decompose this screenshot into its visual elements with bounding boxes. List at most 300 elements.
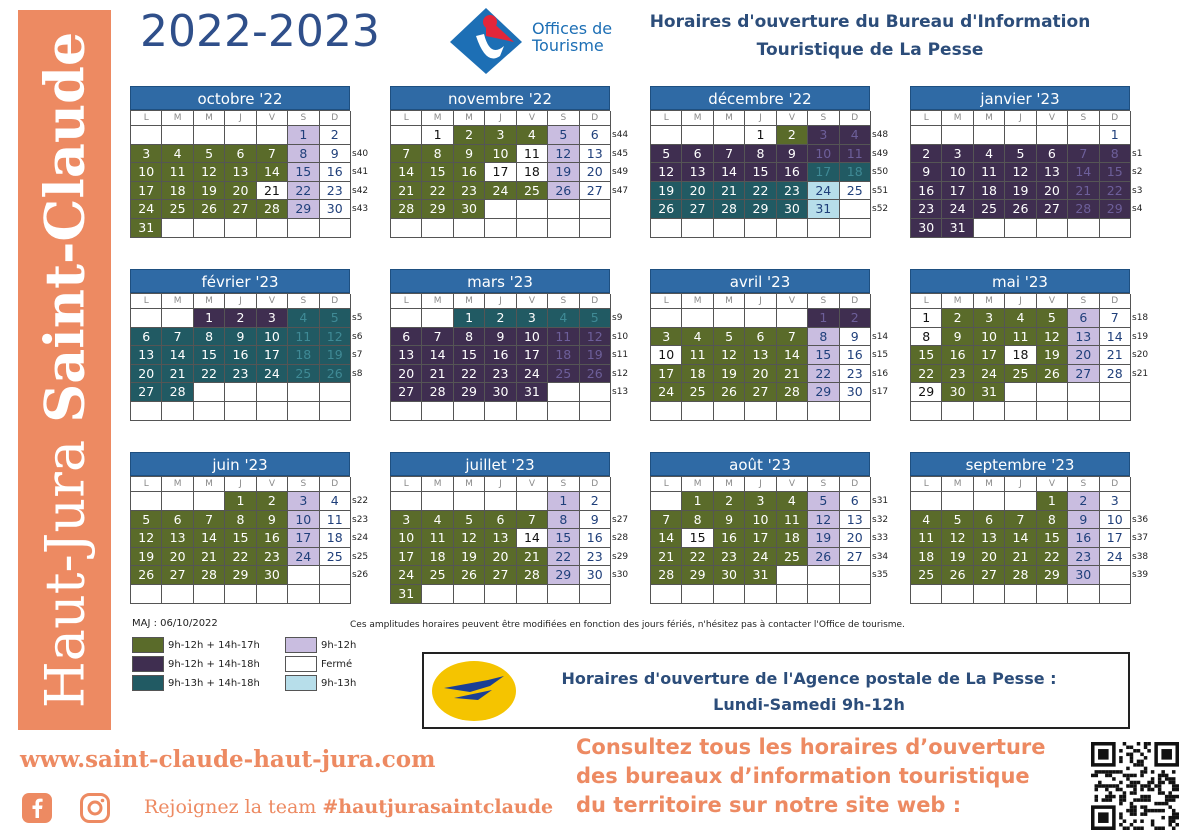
week-number: s26 (352, 570, 369, 581)
day-cell: 8 (1037, 511, 1068, 530)
week-number: s18 (1132, 313, 1149, 323)
day-cell: 23 (777, 182, 808, 201)
day-cell (1100, 585, 1131, 604)
page-title (640, 8, 1100, 64)
day-cell (714, 309, 745, 328)
week-number: s8 (352, 368, 363, 379)
day-cell (485, 585, 516, 604)
week-number: s49 (872, 148, 889, 159)
day-cell (288, 383, 319, 402)
day-cell: 8 (288, 145, 319, 164)
day-cell (454, 219, 485, 238)
month-calendar (390, 86, 629, 238)
day-cell: 4 (1005, 309, 1036, 328)
day-cell: 19 (131, 548, 162, 567)
day-cell: 10 (942, 163, 973, 182)
week-number: s21 (1132, 368, 1149, 379)
weekday-header: D (1100, 477, 1131, 492)
day-cell (1005, 492, 1036, 511)
day-cell: 23 (225, 365, 256, 384)
day-cell (840, 566, 871, 585)
day-cell (485, 219, 516, 238)
day-cell: 21 (257, 182, 288, 201)
day-cell (682, 585, 713, 604)
day-cell: 13 (131, 346, 162, 365)
legend-swatch-purple (132, 656, 164, 672)
day-cell: 13 (840, 511, 871, 530)
day-cell: 7 (194, 511, 225, 530)
day-cell: 3 (288, 492, 319, 511)
day-cell: 9 (485, 328, 516, 347)
weekday-header: M (942, 111, 973, 126)
day-cell (422, 585, 453, 604)
weekday-header: D (320, 477, 351, 492)
weekday-header: V (1037, 294, 1068, 309)
weekday-header: D (580, 477, 611, 492)
day-cell: 14 (1005, 529, 1036, 548)
day-cell: 1 (548, 492, 579, 511)
day-cell (162, 492, 193, 511)
day-cell: 28 (391, 200, 422, 219)
day-cell: 31 (974, 383, 1005, 402)
day-cell: 13 (485, 529, 516, 548)
day-cell: 22 (288, 182, 319, 201)
day-cell: 9 (777, 145, 808, 164)
day-cell: 24 (808, 182, 839, 201)
day-cell: 17 (391, 548, 422, 567)
day-cell: 5 (548, 126, 579, 145)
day-cell (840, 219, 871, 238)
week-number: s32 (872, 514, 889, 525)
day-cell: 28 (1005, 566, 1036, 585)
day-cell (714, 219, 745, 238)
day-cell: 26 (548, 182, 579, 201)
month-grid (130, 293, 350, 421)
week-number: s25 (352, 551, 369, 562)
day-cell (225, 383, 256, 402)
day-cell: 15 (808, 346, 839, 365)
day-cell: 28 (257, 200, 288, 219)
day-cell: 11 (517, 145, 548, 164)
day-cell (288, 219, 319, 238)
month-title: novembre '22 (390, 86, 610, 110)
day-cell: 13 (974, 529, 1005, 548)
day-cell (1005, 219, 1036, 238)
day-cell (162, 219, 193, 238)
day-cell: 30 (1068, 566, 1099, 585)
day-cell: 5 (131, 511, 162, 530)
day-cell: 28 (517, 566, 548, 585)
day-cell (320, 585, 351, 604)
side-banner-text: Haut-Jura Saint-Claude (32, 31, 96, 709)
day-cell: 5 (1037, 309, 1068, 328)
weekday-header: V (777, 111, 808, 126)
day-cell: 11 (777, 511, 808, 530)
day-cell (651, 585, 682, 604)
day-cell: 12 (320, 328, 351, 347)
day-cell (194, 126, 225, 145)
day-cell: 8 (745, 145, 776, 164)
day-cell: 4 (777, 492, 808, 511)
weekday-header: S (288, 111, 319, 126)
day-cell: 19 (808, 529, 839, 548)
month-calendar (390, 452, 629, 604)
week-number: s7 (352, 350, 363, 361)
day-cell (745, 219, 776, 238)
day-cell: 28 (422, 383, 453, 402)
side-banner (18, 10, 111, 730)
day-cell: 25 (911, 566, 942, 585)
day-cell: 14 (777, 346, 808, 365)
day-cell (911, 402, 942, 421)
weekday-header: J (225, 294, 256, 309)
day-cell: 19 (454, 548, 485, 567)
day-cell (651, 126, 682, 145)
weekday-header: J (225, 477, 256, 492)
weekday-header: M (974, 477, 1005, 492)
weekday-header: V (1037, 477, 1068, 492)
day-cell: 4 (974, 145, 1005, 164)
day-cell: 14 (257, 163, 288, 182)
day-cell: 30 (840, 383, 871, 402)
day-cell (517, 585, 548, 604)
day-cell: 15 (454, 346, 485, 365)
day-cell: 10 (651, 346, 682, 365)
day-cell: 23 (320, 182, 351, 201)
day-cell: 25 (288, 365, 319, 384)
day-cell: 28 (777, 383, 808, 402)
day-cell (391, 126, 422, 145)
day-cell: 12 (580, 328, 611, 347)
day-cell: 16 (320, 163, 351, 182)
day-cell: 25 (320, 548, 351, 567)
legend-swatch-teal (132, 675, 164, 691)
day-cell: 26 (580, 365, 611, 384)
day-cell: 20 (1037, 182, 1068, 201)
qr-code-icon[interactable] (1091, 742, 1179, 830)
day-cell: 8 (422, 145, 453, 164)
day-cell (257, 126, 288, 145)
day-cell: 24 (391, 566, 422, 585)
week-number: s28 (612, 533, 629, 544)
weekday-header: V (1037, 111, 1068, 126)
day-cell: 11 (974, 163, 1005, 182)
week-number: s42 (352, 185, 369, 196)
day-cell: 9 (911, 163, 942, 182)
weekday-header: M (454, 294, 485, 309)
month-title: octobre '22 (130, 86, 350, 110)
day-cell (745, 585, 776, 604)
day-cell: 5 (651, 145, 682, 164)
day-cell (288, 585, 319, 604)
day-cell: 24 (288, 548, 319, 567)
month-calendar (130, 269, 363, 421)
week-number: s2 (1132, 167, 1143, 178)
weekday-header: S (1068, 111, 1099, 126)
day-cell: 15 (422, 163, 453, 182)
month-grid (650, 476, 870, 604)
month-grid (650, 110, 870, 238)
week-number: s38 (1132, 551, 1149, 562)
day-cell: 17 (257, 346, 288, 365)
day-cell: 27 (225, 200, 256, 219)
day-cell: 29 (225, 566, 256, 585)
logo-text-line2: Tourisme (532, 36, 604, 55)
day-cell: 18 (974, 182, 1005, 201)
week-number: s40 (352, 148, 369, 159)
day-cell (194, 383, 225, 402)
day-cell (682, 126, 713, 145)
day-cell: 30 (320, 200, 351, 219)
day-cell: 3 (974, 309, 1005, 328)
day-cell (391, 402, 422, 421)
weekday-header: D (1100, 111, 1131, 126)
month-calendar (650, 452, 889, 604)
weekday-header: V (517, 111, 548, 126)
month-title: septembre '23 (910, 452, 1130, 476)
day-cell: 23 (454, 182, 485, 201)
day-cell: 22 (1037, 548, 1068, 567)
day-cell: 26 (651, 200, 682, 219)
day-cell (777, 219, 808, 238)
day-cell: 9 (942, 328, 973, 347)
day-cell: 25 (974, 200, 1005, 219)
day-cell (1005, 585, 1036, 604)
day-cell (808, 585, 839, 604)
month-calendar (910, 86, 1143, 238)
day-cell: 12 (808, 511, 839, 530)
weekday-header: S (1068, 294, 1099, 309)
day-cell: 30 (454, 200, 485, 219)
day-cell: 22 (194, 365, 225, 384)
day-cell: 19 (942, 548, 973, 567)
day-cell: 21 (162, 365, 193, 384)
day-cell: 26 (1005, 200, 1036, 219)
day-cell: 24 (1100, 548, 1131, 567)
day-cell (714, 126, 745, 145)
day-cell: 18 (422, 548, 453, 567)
day-cell (808, 402, 839, 421)
day-cell: 8 (548, 511, 579, 530)
day-cell (225, 402, 256, 421)
week-number: s13 (612, 387, 629, 398)
month-grid (130, 110, 350, 238)
week-number: s30 (612, 570, 629, 581)
day-cell: 3 (131, 145, 162, 164)
day-cell: 7 (1005, 511, 1036, 530)
day-cell: 26 (131, 566, 162, 585)
day-cell (288, 402, 319, 421)
day-cell: 21 (651, 548, 682, 567)
day-cell: 5 (714, 328, 745, 347)
social-hashtag: Rejoignez la team #hautjurasaintclaude (144, 796, 554, 818)
weekday-header: J (225, 111, 256, 126)
day-cell (974, 219, 1005, 238)
day-cell (777, 566, 808, 585)
logo-text-line1: Offices de (532, 19, 613, 38)
weekday-header: D (580, 111, 611, 126)
day-cell: 14 (714, 163, 745, 182)
day-cell: 24 (517, 365, 548, 384)
day-cell (225, 219, 256, 238)
day-cell: 29 (1037, 566, 1068, 585)
day-cell (714, 585, 745, 604)
day-cell: 25 (548, 365, 579, 384)
day-cell: 29 (422, 200, 453, 219)
day-cell: 22 (225, 548, 256, 567)
logo-mark-icon (446, 6, 530, 74)
month-grid (390, 110, 610, 238)
day-cell (682, 219, 713, 238)
day-cell: 1 (194, 309, 225, 328)
day-cell (1037, 126, 1068, 145)
week-number: s6 (352, 331, 363, 342)
week-number: s50 (872, 167, 889, 178)
day-cell: 30 (777, 200, 808, 219)
month-title: août '23 (650, 452, 870, 476)
day-cell: 24 (745, 548, 776, 567)
weekday-header: J (745, 294, 776, 309)
day-cell (454, 492, 485, 511)
day-cell: 8 (808, 328, 839, 347)
weekday-header: J (485, 477, 516, 492)
day-cell: 7 (777, 328, 808, 347)
day-cell (580, 219, 611, 238)
day-cell: 23 (942, 365, 973, 384)
day-cell: 1 (911, 309, 942, 328)
day-cell: 22 (745, 182, 776, 201)
day-cell (194, 402, 225, 421)
day-cell: 4 (682, 328, 713, 347)
day-cell (485, 200, 516, 219)
day-cell: 24 (131, 200, 162, 219)
day-cell: 14 (1100, 328, 1131, 347)
month-title: avril '23 (650, 269, 870, 293)
day-cell: 25 (682, 383, 713, 402)
weekday-header: M (194, 111, 225, 126)
weekday-header: M (162, 111, 193, 126)
day-cell (1005, 402, 1036, 421)
day-cell: 28 (194, 566, 225, 585)
day-cell (1100, 402, 1131, 421)
day-cell (1037, 219, 1068, 238)
weekday-header: M (454, 477, 485, 492)
day-cell: 23 (1068, 548, 1099, 567)
day-cell: 12 (1005, 163, 1036, 182)
week-number: s1 (1132, 148, 1143, 159)
weekday-header: V (257, 294, 288, 309)
week-number: s49 (612, 167, 629, 178)
day-cell: 6 (580, 126, 611, 145)
day-cell (1100, 219, 1131, 238)
day-cell (320, 383, 351, 402)
day-cell (225, 126, 256, 145)
weekday-header: M (942, 294, 973, 309)
day-cell: 8 (225, 511, 256, 530)
day-cell: 6 (1068, 309, 1099, 328)
week-number: s41 (352, 167, 369, 178)
day-cell: 21 (1005, 548, 1036, 567)
day-cell: 21 (194, 548, 225, 567)
day-cell: 31 (808, 200, 839, 219)
day-cell (517, 219, 548, 238)
day-cell (911, 492, 942, 511)
week-number: s52 (872, 204, 889, 215)
day-cell (194, 585, 225, 604)
day-cell: 18 (548, 346, 579, 365)
day-cell (257, 383, 288, 402)
day-cell: 20 (391, 365, 422, 384)
week-number: s15 (872, 350, 889, 361)
day-cell: 21 (422, 365, 453, 384)
day-cell: 30 (485, 383, 516, 402)
day-cell: 15 (745, 163, 776, 182)
update-date: MAJ : 06/10/2022 (132, 618, 218, 629)
day-cell: 24 (651, 383, 682, 402)
day-cell: 28 (1100, 365, 1131, 384)
day-cell: 2 (1068, 492, 1099, 511)
day-cell: 17 (651, 365, 682, 384)
day-cell: 4 (548, 309, 579, 328)
day-cell: 20 (131, 365, 162, 384)
day-cell: 13 (1037, 163, 1068, 182)
day-cell: 20 (162, 548, 193, 567)
day-cell: 6 (840, 492, 871, 511)
week-number: s36 (1132, 514, 1149, 525)
website-link[interactable]: www.saint-claude-haut-jura.com (20, 746, 436, 773)
day-cell: 17 (517, 346, 548, 365)
day-cell (580, 200, 611, 219)
weekday-header: S (288, 477, 319, 492)
day-cell (1068, 585, 1099, 604)
day-cell: 14 (194, 529, 225, 548)
day-cell (1037, 585, 1068, 604)
day-cell (194, 219, 225, 238)
day-cell (517, 492, 548, 511)
day-cell: 27 (580, 182, 611, 201)
day-cell: 8 (1100, 145, 1131, 164)
day-cell (548, 383, 579, 402)
legend-teal: 9h-13h + 14h-18h (132, 674, 260, 692)
day-cell: 21 (517, 548, 548, 567)
day-cell: 31 (131, 219, 162, 238)
day-cell (682, 309, 713, 328)
day-cell: 21 (714, 182, 745, 201)
facebook-icon[interactable] (22, 793, 52, 823)
hours-disclaimer: Ces amplitudes horaires peuvent être modifiées en fonction des jours fériés, n'hésitez pas à contacter l'Office de tourisme. (350, 620, 905, 630)
day-cell: 1 (808, 309, 839, 328)
day-cell: 12 (194, 163, 225, 182)
day-cell (651, 402, 682, 421)
day-cell (808, 566, 839, 585)
day-cell: 27 (974, 566, 1005, 585)
day-cell (320, 402, 351, 421)
day-cell: 25 (1005, 365, 1036, 384)
day-cell: 21 (1100, 346, 1131, 365)
day-cell: 17 (942, 182, 973, 201)
instagram-icon[interactable] (80, 793, 110, 823)
weekday-header: S (808, 294, 839, 309)
legend-green: 9h-12h + 14h-17h (132, 636, 260, 654)
month-title: février '23 (130, 269, 350, 293)
weekday-header: L (131, 477, 162, 492)
day-cell (580, 383, 611, 402)
weekday-header: V (517, 294, 548, 309)
weekday-header: M (162, 294, 193, 309)
day-cell: 11 (162, 163, 193, 182)
day-cell: 10 (257, 328, 288, 347)
day-cell (942, 126, 973, 145)
